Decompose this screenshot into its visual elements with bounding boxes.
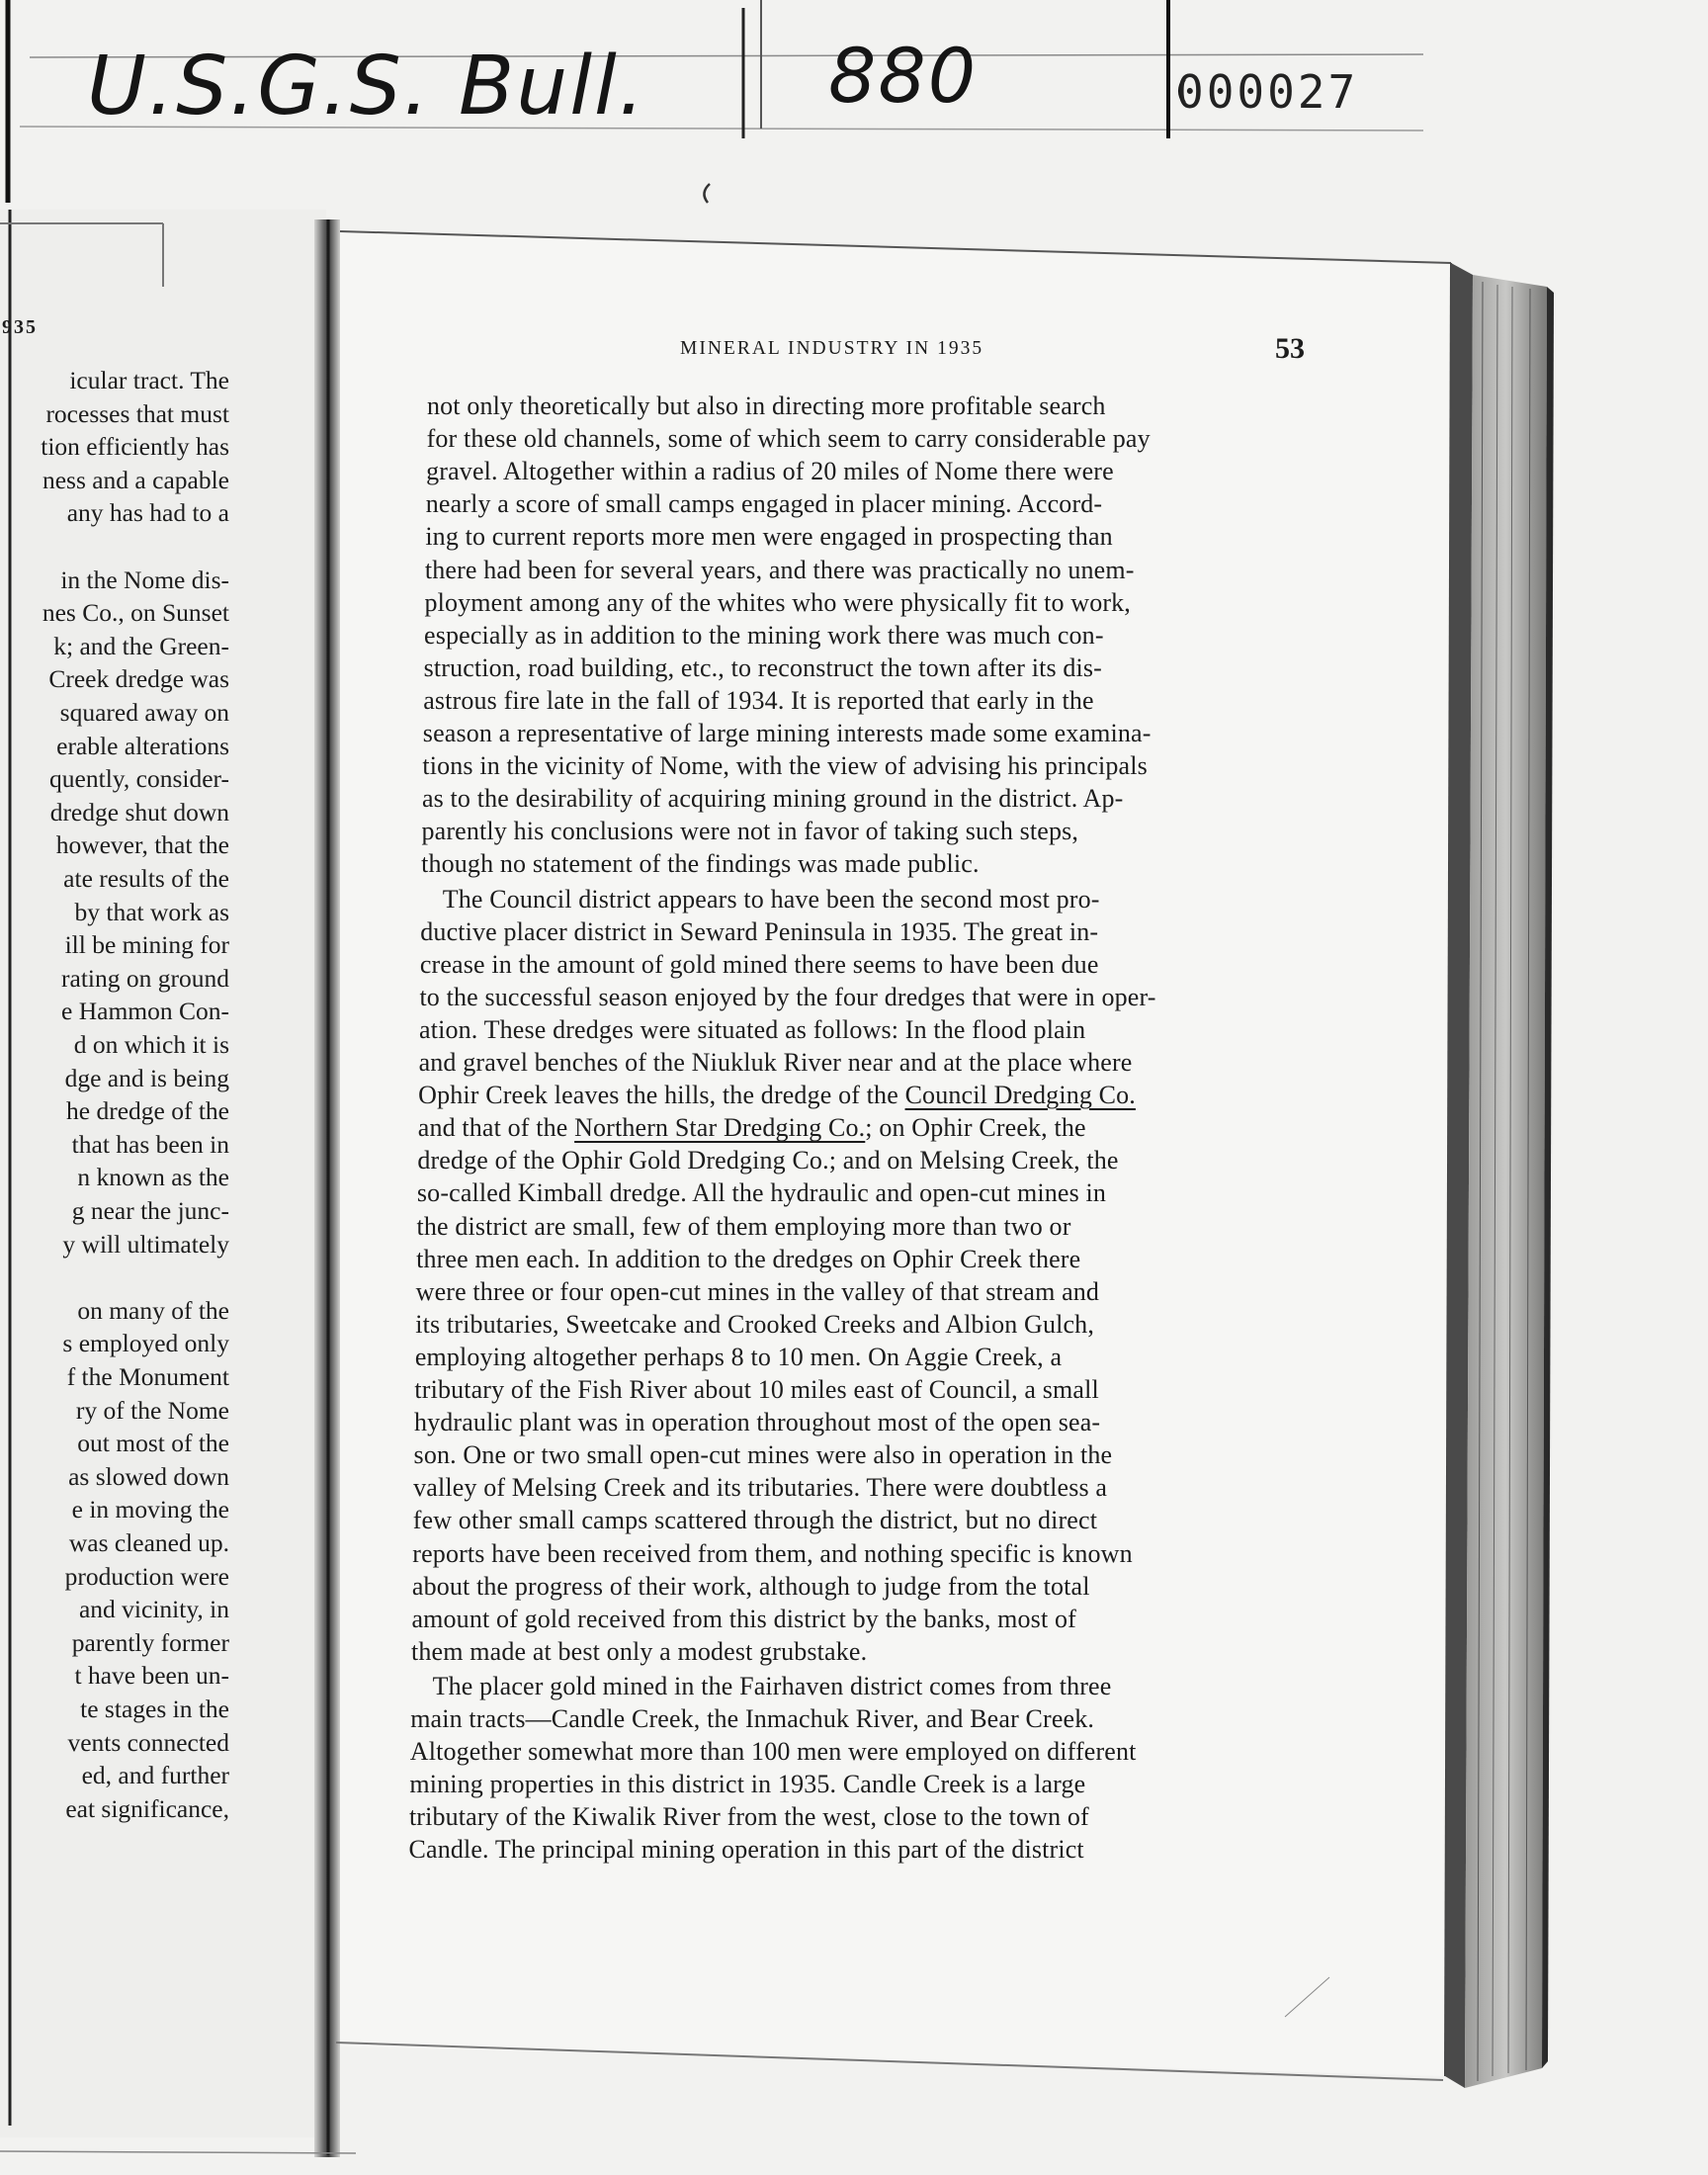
underlined-company-name: Council Dredging Co. (904, 1081, 1136, 1110)
left-page-line: any has had to a (66, 498, 229, 528)
text-line: though no statement of the findings was made public. (421, 849, 980, 879)
text-line: The Council district appears to have been the second most pro- (442, 884, 1100, 914)
left-page-line: g near the junc- (71, 1196, 229, 1225)
left-page-line: as slowed down (68, 1461, 229, 1491)
text-line: there had been for several years, and there was practically no unem- (424, 555, 1135, 584)
line-text: ; on Ophir Creek, the (865, 1113, 1086, 1143)
line-text: Ophir Creek leaves the hills, the dredge of the (418, 1081, 905, 1110)
text-line: astrous fire late in the fall of 1934. It is reported that early in the (423, 685, 1094, 715)
text-line: three men each. In addition to the dredges on Ophir Creek there (416, 1244, 1081, 1273)
text-line: The placer gold mined in the Fairhaven district comes from three (432, 1671, 1112, 1700)
text-line: valley of Melsing Creek and its tributaries. There were doubtless a (413, 1473, 1108, 1503)
left-page-line: Creek dredge was (48, 664, 229, 694)
left-page-line: ry of the Nome (75, 1395, 229, 1425)
stamp-number: 000027 (1176, 65, 1359, 119)
text-line: its tributaries, Sweetcake and Crooked Creeks and Albion Gulch, (415, 1309, 1094, 1339)
left-page-line: ness and a capable (42, 465, 229, 494)
text-line: reports have been received from them, and nothing specific is known (412, 1538, 1133, 1568)
left-page-line: e Hammon Con- (61, 997, 229, 1026)
text-line: amount of gold received from this district by the banks, most of (411, 1604, 1076, 1633)
left-page-line: n known as the (77, 1163, 229, 1192)
text-line: them made at best only a modest grubstake. (411, 1636, 868, 1666)
text-line: main tracts—Candle Creek, the Inmachuk River, and Bear Creek. (410, 1704, 1095, 1733)
left-page-line: s employed only (62, 1329, 229, 1358)
text-line: as to the desirability of acquiring mining ground in the district. Ap- (421, 784, 1124, 814)
text-line (418, 1081, 1136, 1110)
left-page-line: e in moving the (71, 1495, 229, 1524)
left-page-line: in the Nome dis- (60, 565, 229, 594)
text-line: tributary of the Fish River about 10 miles east of Council, a small (414, 1375, 1099, 1404)
text-line: hydraulic plant was in operation throughout most of the open sea- (413, 1408, 1101, 1437)
left-page-line: ate results of the (63, 864, 229, 893)
left-page-line: rating on ground (61, 963, 229, 993)
left-page-line: on many of the (77, 1295, 229, 1325)
left-page-line: however, that the (55, 830, 229, 860)
left-page-line: quently, consider- (49, 764, 229, 794)
left-page-line: rocesses that must (45, 398, 229, 428)
line-text: and that of the (417, 1113, 575, 1143)
text-line: Candle. The principal mining operation in this part of the district (408, 1835, 1084, 1865)
text-line: mining properties in this district in 1935. Candle Creek is a large (409, 1770, 1086, 1799)
text-line: employing altogether perhaps 8 to 10 men. On Aggie Creek, a (414, 1342, 1063, 1371)
handwritten-bulletin-number: 880 (828, 32, 979, 120)
text-line: ation. These dredges were situated as follows: In the flood plain (419, 1014, 1086, 1044)
text-line: tributary of the Kiwalik River from the west, close to the town of (408, 1802, 1089, 1832)
left-page-line: was cleaned up. (68, 1528, 229, 1557)
left-page-fragment (0, 316, 229, 2056)
page-number: 53 (1275, 332, 1305, 365)
text-line: the district are small, few of them employing more than two or (416, 1211, 1071, 1241)
left-page-line: k; and the Green- (53, 631, 229, 660)
text-line: so-called Kimball dredge. All the hydraulic and open-cut mines in (416, 1178, 1107, 1208)
left-page-line: y will ultimately (62, 1229, 229, 1259)
left-page-line: f the Monument (66, 1362, 229, 1391)
left-page-line: tion efficiently has (41, 432, 229, 462)
text-line: struction, road building, etc., to reconstruct the town after its dis- (423, 652, 1102, 682)
left-page-line: icular tract. The (69, 366, 229, 394)
left-page-line: erable alterations (56, 731, 229, 760)
left-page-line: vents connected (67, 1727, 229, 1757)
left-page-line: te stages in the (80, 1695, 229, 1723)
text-line: ing to current reports more men were engaged in prospecting than (425, 522, 1113, 552)
left-page-line: he dredge of the (66, 1096, 229, 1126)
text-line: not only theoretically but also in directing more profitable search (427, 392, 1106, 420)
underlined-company-name: Northern Star Dredging Co. (574, 1113, 866, 1143)
left-page-line: out most of the (77, 1429, 229, 1458)
text-line: Altogether somewhat more than 100 men were employed on different (409, 1737, 1137, 1767)
text-line: ployment among any of the whites who were physically fit to work, (424, 587, 1131, 617)
left-page-line: nes Co., on Sunset (42, 598, 229, 628)
left-page-line: that has been in (71, 1129, 229, 1159)
text-line: about the progress of their work, although to judge from the total (411, 1571, 1090, 1601)
text-line: and gravel benches of the Niukluk River near and at the place where (418, 1048, 1133, 1077)
text-line: few other small camps scattered through the district, but no direct (412, 1506, 1098, 1535)
text-line: dredge of the Ophir Gold Dredging Co.; and on Melsing Creek, the (417, 1146, 1119, 1175)
text-line: ductive placer district in Seward Peninsula in 1935. The great in- (420, 916, 1099, 946)
left-page-line: d on which it is (73, 1030, 229, 1059)
left-page-number: 935 (2, 316, 38, 338)
left-page-line: squared away on (59, 698, 229, 727)
text-line: parently his conclusions were not in favor of taking such steps, (421, 817, 1079, 846)
text-line: tions in the vicinity of Nome, with the view of advising his principals (422, 751, 1148, 781)
text-line: especially as in addition to the mining work there was much con- (424, 620, 1104, 650)
text-line (418, 1113, 1086, 1143)
handwritten-title: U.S.G.S. Bull. (87, 40, 646, 133)
text-line: to the successful season enjoyed by the four dredges that were in oper- (419, 982, 1156, 1011)
left-page-line: dge and is being (64, 1063, 229, 1092)
text-line: nearly a score of small camps engaged in placer mining. Accord- (425, 489, 1103, 519)
left-page-line: and vicinity, in (78, 1595, 229, 1624)
text-line: season a representative of large mining interests made some examina- (422, 719, 1152, 747)
left-page-line: ill be mining for (64, 930, 229, 960)
running-head: MINERAL INDUSTRY IN 1935 (680, 338, 984, 359)
text-line: were three or four open-cut mines in the valley of that stream and (415, 1276, 1100, 1306)
left-page-line: parently former (71, 1627, 229, 1657)
left-page-line: eat significance, (65, 1793, 229, 1823)
left-page-line: dredge shut down (49, 797, 229, 826)
text-line: gravel. Altogether within a radius of 20 miles of Nome there were (426, 457, 1114, 486)
text-line: for these old channels, some of which seem to carry considerable pay (426, 424, 1151, 454)
text-line: son. One or two small open-cut mines were also in operation in the (413, 1440, 1113, 1470)
text-line: crease in the amount of gold mined there seems to have been due (419, 949, 1099, 979)
left-page-line: ed, and further (81, 1761, 229, 1790)
left-page-line: production were (64, 1561, 229, 1591)
left-page-line: by that work as (74, 897, 229, 926)
left-page-line: t have been un- (74, 1661, 229, 1691)
